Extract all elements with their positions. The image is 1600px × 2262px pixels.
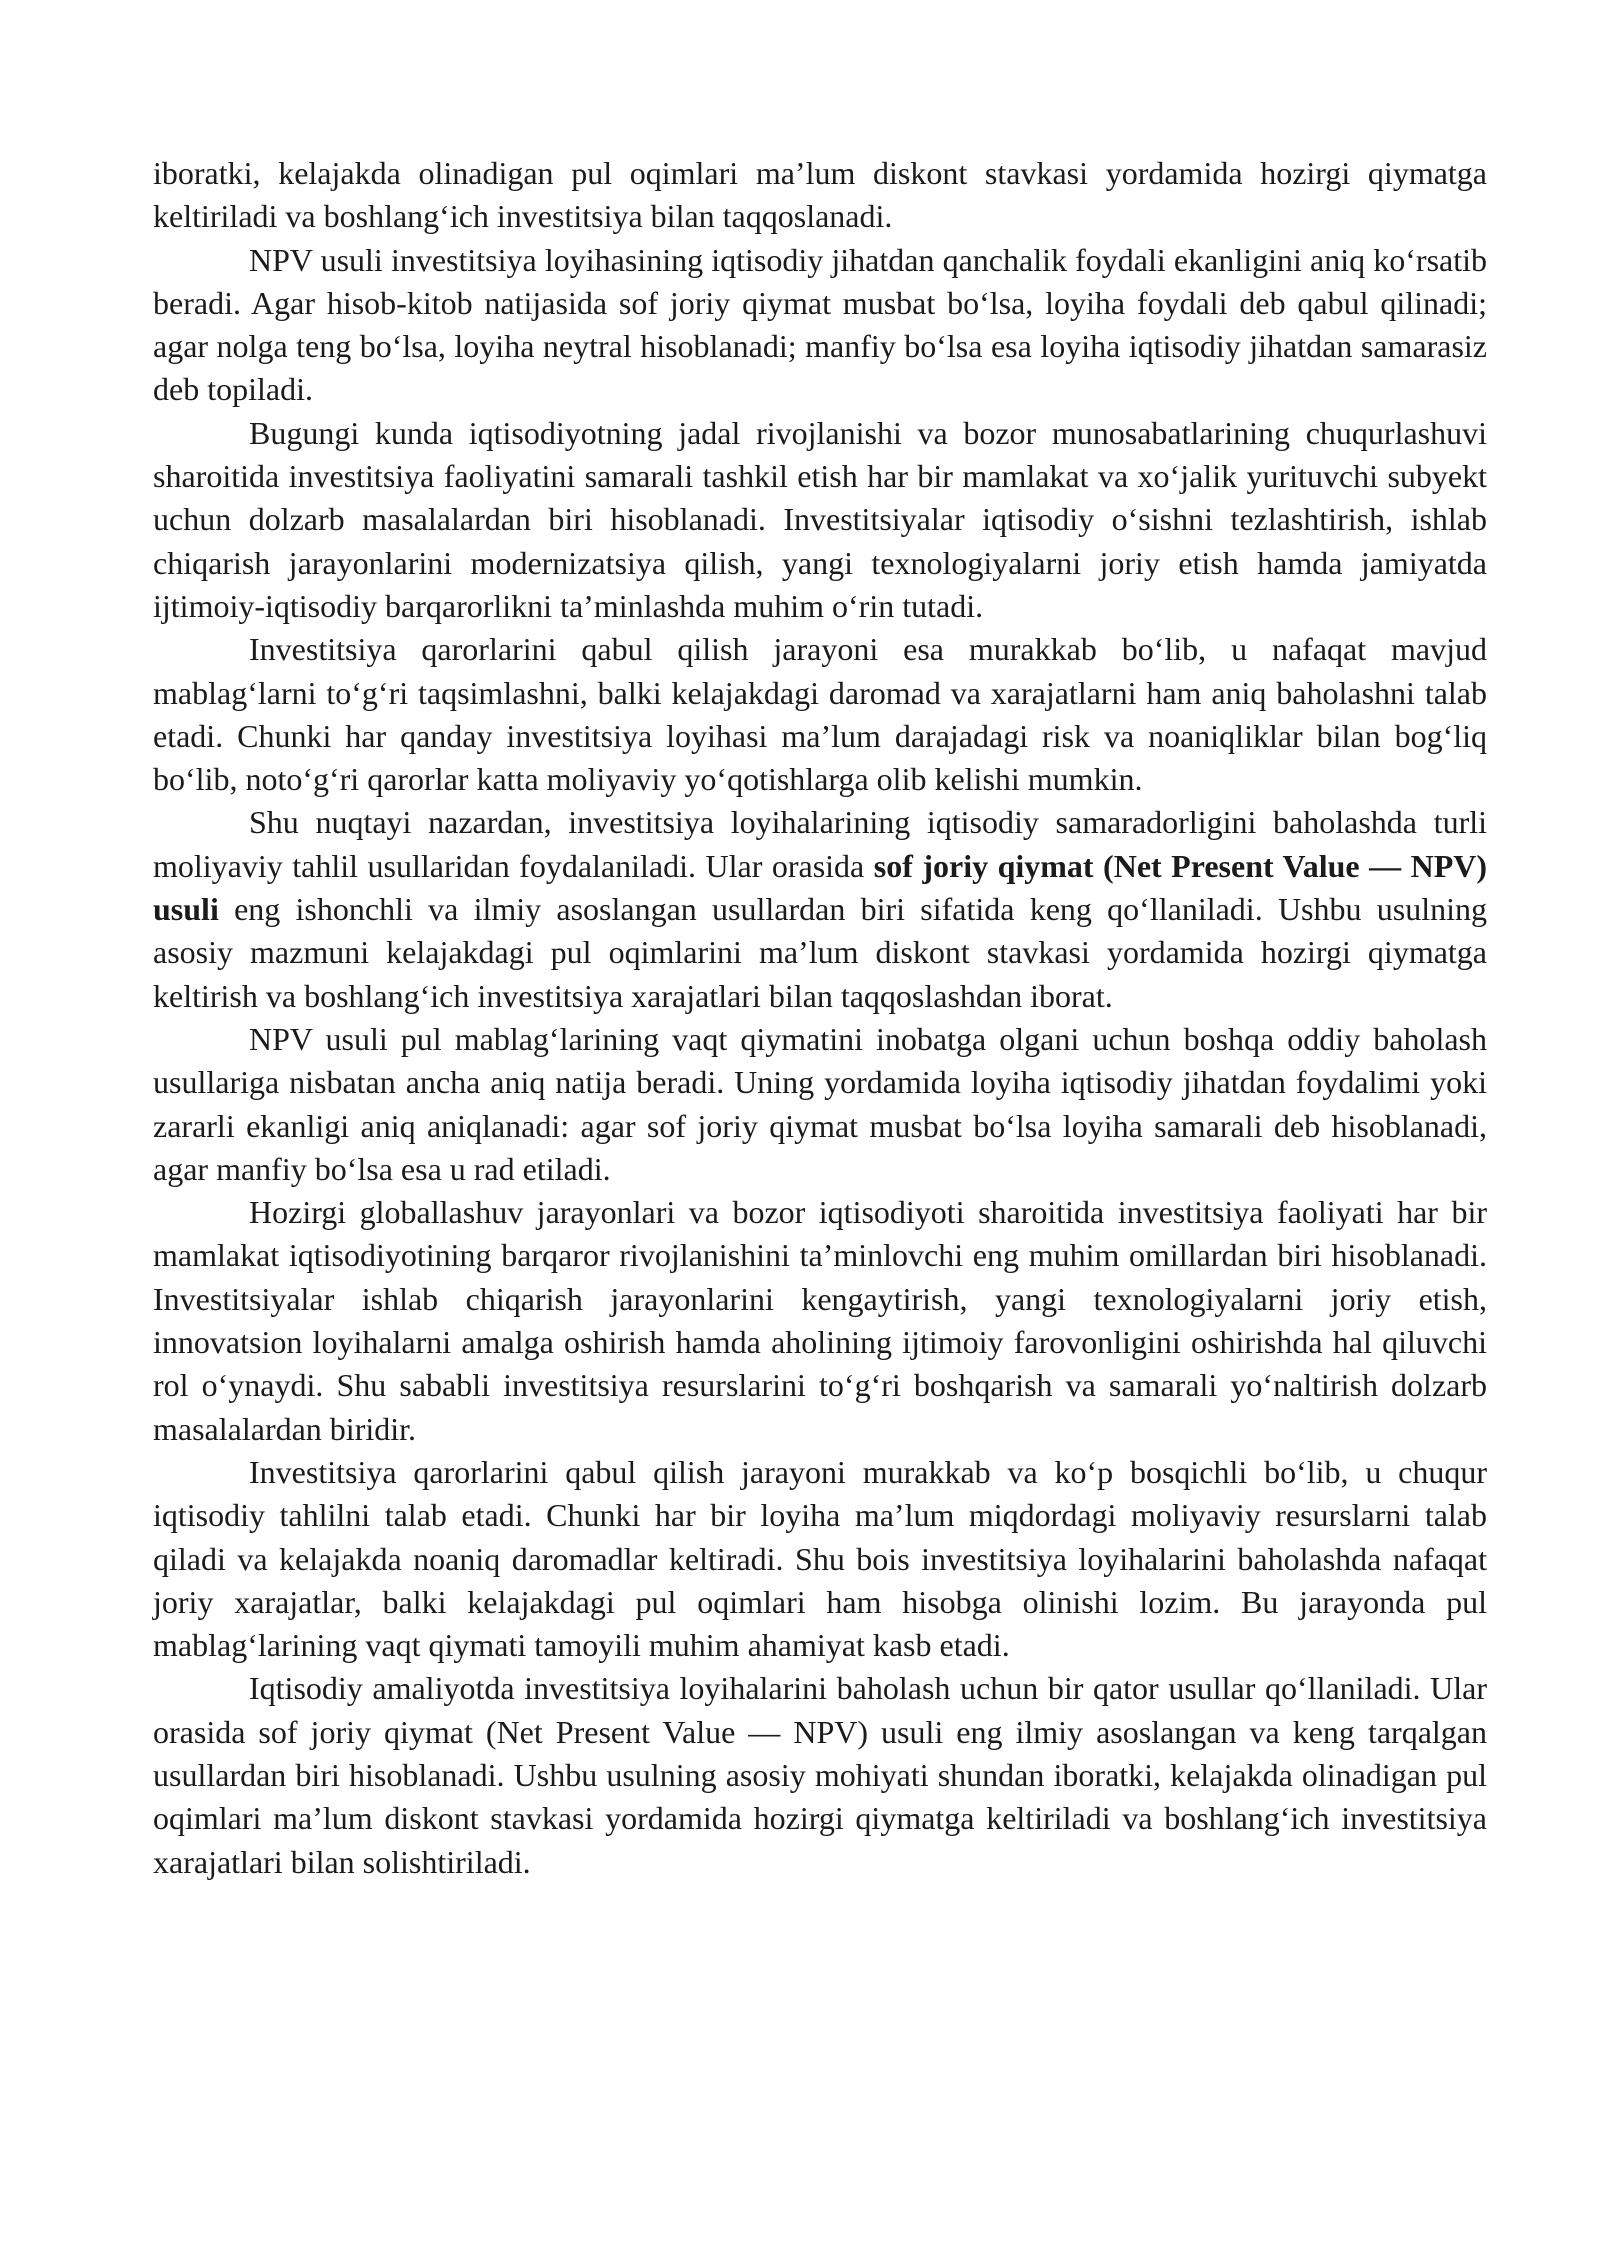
- paragraph-investment-decisions: Investitsiya qarorlarini qabul qilish jarayoni esa murakkab bo‘lib, u nafaqat mavjud mablag‘larni to‘g‘ri taqsimlashni, balki kelajakdagi daromad va xarajatlarni ham aniq baholashni talab etadi. Chunki har qanday investitsiya loyihasi ma’lum darajadagi risk va noaniqliklar bilan bog‘liq bo‘lib, noto‘g‘ri qarorlar katta moliyaviy yo‘qotishlarga olib kelishi mumkin.: [153, 631, 1487, 798]
- paragraph-evaluation-methods: Iqtisodiy amaliyotda investitsiya loyihalarini baholash uchun bir qator usullar qo‘llaniladi. Ular orasida sof joriy qiymat (Net Present Value — NPV) usuli eng ilmiy asoslangan va keng tarqalgan usullardan biri hisoblanadi. Ushbu usulning asosiy mohiyati shundan iboratki, kelajakda olinadigan pul oqimlari ma’lum diskont stavkasi yordamida hozirgi qiymatga keltiriladi va boshlang‘ich investitsiya xarajatlari bilan solishtiriladi.: [153, 1670, 1487, 1880]
- paragraph-text-before-bold: Shu nuqtayi nazardan, investitsiya loyihalarining iqtisodiy samaradorligini baholashda turli moliyaviy tahlil usullaridan foydalaniladi. Ular orasida: [153, 804, 1487, 884]
- paragraph-continuation: iboratki, kelajakda olinadigan pul oqimlari ma’lum diskont stavkasi yordamida hozirgi qiymatga keltiriladi va boshlang‘ich investitsiya bilan taqqoslanadi.: [153, 155, 1487, 235]
- paragraph-npv-usefulness: NPV usuli investitsiya loyihasining iqtisodiy jihatdan qanchalik foydali ekanligini aniq ko‘rsatib beradi. Agar hisob-kitob natijasida sof joriy qiymat musbat bo‘lsa, loyiha foydali deb qabul qilinadi; agar nolga teng bo‘lsa, loyiha neytral hisoblanadi; manfiy bo‘lsa esa loyiha iqtisodiy jihatdan samarasiz deb topiladi.: [153, 241, 1487, 408]
- document-page: [153, 152, 1487, 1884]
- paragraph-npv-method-intro: [153, 801, 1487, 1017]
- paragraph-decision-process: Investitsiya qarorlarini qabul qilish jarayoni murakkab va ko‘p bosqichli bo‘lib, u chuqur iqtisodiy tahlilni talab etadi. Chunki har bir loyiha ma’lum miqdordagi moliyaviy resurslarni talab qiladi va kelajakda noaniq daromadlar keltiradi. Shu bois investitsiya loyihalarini baholashda nafaqat joriy xarajatlar, balki kelajakdagi pul oqimlari ham hisobga olinishi lozim. Bu jarayonda pul mablag‘larining vaqt qiymati tamoyili muhim ahamiyat kasb etadi.: [153, 1453, 1487, 1664]
- paragraph-economic-development: Bugungi kunda iqtisodiyotning jadal rivojlanishi va bozor munosabatlarining chuqurlashuvi sharoitida investitsiya faoliyatini samarali tashkil etish har bir mamlakat va xo‘jalik yurituvchi subyekt uchun dolzarb masalalardan biri hisoblanadi. Investitsiyalar iqtisodiy o‘sishni tezlashtirish, ishlab chiqarish jarayonlarini modernizatsiya qilish, yangi texnologiyalarni joriy etish hamda jamiyatda ijtimoiy-iqtisodiy barqarorlikni ta’minlashda muhim o‘rin tutadi.: [153, 414, 1487, 624]
- paragraph-globalization: Hozirgi globallashuv jarayonlari va bozor iqtisodiyoti sharoitida investitsiya faoliyati har bir mamlakat iqtisodiyotining barqaror rivojlanishini ta’minlovchi eng muhim omillardan biri hisoblanadi. Investitsiyalar ishlab chiqarish jarayonlarini kengaytirish, yangi texnologiyalarni joriy etish, innovatsion loyihalarni amalga oshirish hamda aholining ijtimoiy farovonligini oshirishda hal qiluvchi rol o‘ynaydi. Shu sababli investitsiya resurslarini to‘g‘ri boshqarish va samarali yo‘naltirish dolzarb masalalardan biridir.: [153, 1194, 1487, 1447]
- npv-method-bold-term: sof joriy qiymat (Net Present Value — NPV) usuli: [153, 847, 1488, 928]
- paragraph-npv-time-value: NPV usuli pul mablag‘larining vaqt qiymatini inobatga olgani uchun boshqa oddiy baholash usullariga nisbatan ancha aniq natija beradi. Uning yordamida loyiha iqtisodiy jihatdan foydalimi yoki zararli ekanligi aniq aniqlanadi: agar sof joriy qiymat musbat bo‘lsa loyiha samarali deb hisoblanadi, agar manfiy bo‘lsa esa u rad etiladi.: [153, 1020, 1487, 1187]
- paragraph-text-after-bold: eng ishonchli va ilmiy asoslangan usullardan biri sifatida keng qo‘llaniladi. Ushbu usulning asosiy mazmuni kelajakdagi pul oqimlarini ma’lum diskont stavkasi yordamida hozirgi qiymatga keltirish va boshlang‘ich investitsiya xarajatlari bilan taqqoslashdan iborat.: [153, 891, 1487, 1014]
